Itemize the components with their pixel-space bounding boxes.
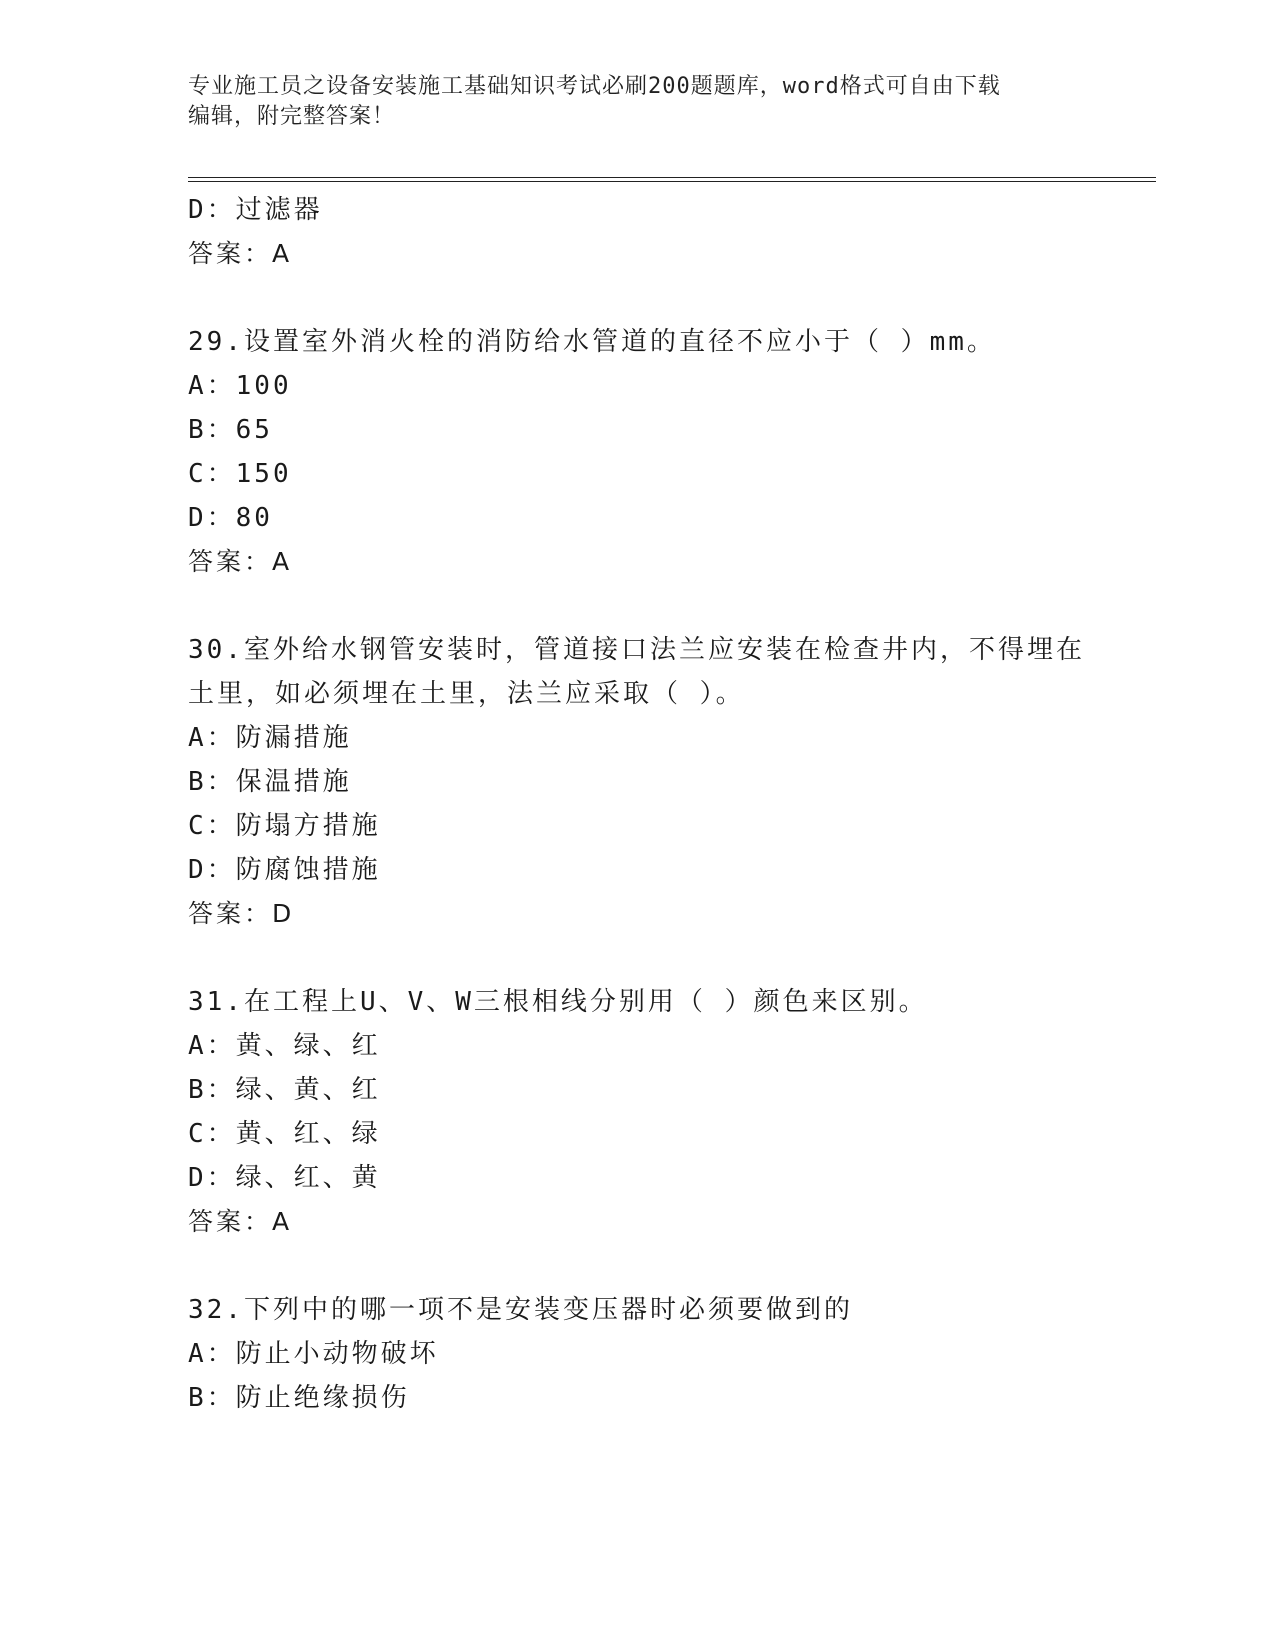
question-stem-continuation: 土里，如必须埋在土里，法兰应采取（ ）。 [188,679,745,709]
answer-line: 答案：A [188,547,293,576]
question-stem: 31.在工程上U、V、W三根相线分别用（ ）颜色来区别。 [188,987,928,1017]
option-a: A：防止小动物破坏 [188,1339,439,1369]
option-d: D：防腐蚀措施 [188,855,381,885]
question-stem: 30.室外给水钢管安装时，管道接口法兰应安装在检查井内，不得埋在 [188,635,1085,665]
option-a: A：黄、绿、红 [188,1031,381,1061]
header-divider-top [188,177,1156,178]
option-c: C：黄、红、绿 [188,1119,381,1149]
answer-line: 答案：A [188,1207,293,1236]
question-stem: 29.设置室外消火栓的消防给水管道的直径不应小于（ ）mm。 [188,327,996,357]
answer-line: 答案：D [188,899,295,928]
option-c: C：150 [188,459,292,489]
header-line-2: 编辑，附完整答案！ [188,104,396,129]
option-b: B：绿、黄、红 [188,1075,381,1105]
option-a: A：防漏措施 [188,723,352,753]
question-stem: 32.下列中的哪一项不是安装变压器时必须要做到的 [188,1295,853,1325]
header-line-1: 专业施工员之设备安装施工基础知识考试必刷200题题库，word格式可自由下载 [188,74,1001,99]
option-d: D：过滤器 [188,195,323,225]
option-d: D：80 [188,503,273,533]
header-divider-bottom [188,181,1156,182]
option-d: D：绿、红、黄 [188,1163,381,1193]
answer-line: 答案：A [188,239,293,268]
option-c: C：防塌方措施 [188,811,381,841]
option-a: A：100 [188,371,292,401]
document-header [188,72,1088,132]
option-b: B：保温措施 [188,767,352,797]
option-b: B：65 [188,415,273,445]
option-b: B：防止绝缘损伤 [188,1383,410,1413]
